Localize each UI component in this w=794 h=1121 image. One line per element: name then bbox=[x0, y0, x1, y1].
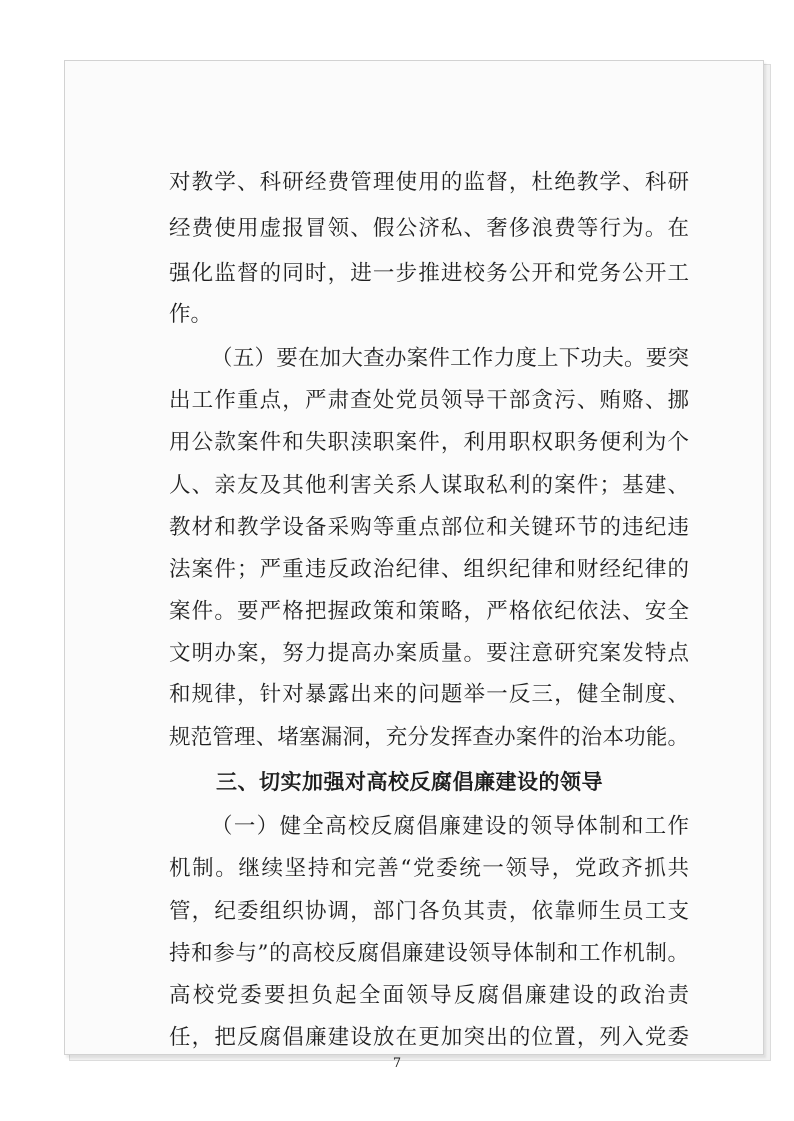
text-line: 人、亲友及其他利害关系人谋取私利的案件；基建、 bbox=[169, 473, 689, 498]
page-number: 7 bbox=[392, 1056, 402, 1071]
text-line: 管，纪委组织协调，部门各负其责，依靠师生员工支 bbox=[169, 899, 689, 924]
text-line: 法案件；严重违反政治纪律、组织纪律和财经纪律的 bbox=[169, 557, 689, 582]
text-line: 机制。继续坚持和完善“党委统一领导，党政齐抓共 bbox=[169, 856, 689, 881]
text-line: 对教学、科研经费管理使用的监督，杜绝教学、科研 bbox=[169, 170, 689, 195]
section-heading: 三、切实加强对高校反腐倡廉建设的领导 bbox=[216, 770, 603, 794]
text-line: 和规律，针对暴露出来的问题举一反三，健全制度、 bbox=[169, 682, 689, 707]
text-line: 用公款案件和失职渎职案件，利用职权职务便利为个 bbox=[169, 430, 689, 455]
text-line: 强化监督的同时，进一步推进校务公开和党务公开工 bbox=[169, 261, 689, 286]
paragraph-one-start: （一）健全高校反腐倡廉建设的领导体制和工作 bbox=[211, 814, 689, 839]
text-line: 持和参与”的高校反腐倡廉建设领导体制和工作机制。 bbox=[169, 941, 689, 966]
text-line: 文明办案，努力提高办案质量。要注意研究案发特点 bbox=[169, 641, 689, 666]
text-line: 高校党委要担负起全面领导反腐倡廉建设的政治责 bbox=[169, 983, 689, 1008]
text-line: 规范管理、堵塞漏洞，充分发挥查办案件的治本功能。 bbox=[169, 725, 689, 750]
text-line: 教材和教学设备采购等重点部位和关键环节的违纪违 bbox=[169, 515, 689, 540]
text-line: 出工作重点，严肃查处党员领导干部贪污、贿赂、挪 bbox=[169, 388, 689, 413]
paragraph-five-start: （五）要在加大查办案件工作力度上下功夫。要突 bbox=[211, 346, 689, 371]
text-line: 经费使用虚报冒领、假公济私、奢侈浪费等行为。在 bbox=[169, 216, 689, 241]
text-line: 案件。要严格把握政策和策略，严格依纪依法、安全 bbox=[169, 599, 689, 624]
text-line: 作。 bbox=[169, 302, 213, 327]
text-line: 任，把反腐倡廉建设放在更加突出的位置，列入党委 bbox=[169, 1025, 689, 1050]
